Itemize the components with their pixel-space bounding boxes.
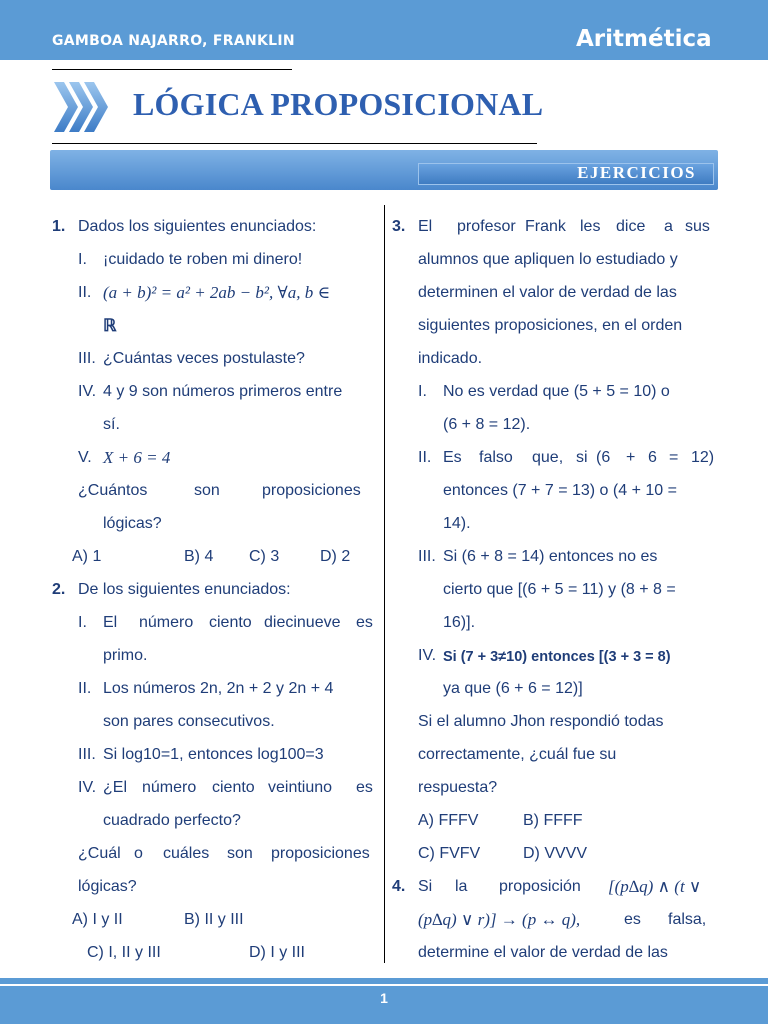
q2-item-2-numeral: II. (78, 680, 92, 697)
q3-item-1-line-2: (6 + 8 = 12). (443, 416, 531, 433)
q2-item-1-word-5: es (356, 614, 373, 631)
q2-stem: De los siguientes enunciados: (78, 581, 291, 598)
q2-item-1-word-2: número (139, 614, 194, 631)
q3-line-1-word-6: a (664, 218, 673, 235)
q1-question-word-1: ¿Cuántos (78, 482, 148, 499)
q1-item-4-line-2: sí. (103, 416, 120, 433)
q1-stem: Dados los siguientes enunciados: (78, 218, 317, 235)
q2-item-1-word-3: ciento (209, 614, 252, 631)
q1-item-2-formula: (a + b)² = a² + 2ab − b², ∀a, b ∈ (103, 283, 331, 302)
q1-question-word-3: proposiciones (262, 482, 361, 499)
q2-item-1-line-2: primo. (103, 647, 148, 664)
q1-item-5-numeral: V. (78, 449, 92, 466)
q2-question-word-3: cuáles (163, 845, 210, 862)
q3-item-2-numeral: II. (418, 449, 432, 466)
q2-item-4-numeral: IV. (78, 779, 97, 796)
q1-option-d: D) 2 (320, 548, 351, 565)
page-title: LÓGICA PROPOSICIONAL (133, 86, 544, 122)
q1-question-line-2: lógicas? (103, 515, 162, 532)
q3-item-2-line-2: entonces (7 + 7 = 13) o (4 + 10 = (443, 482, 677, 499)
q3-item-2-word-2: falso (479, 449, 513, 466)
q2-number: 2. (52, 581, 66, 598)
q3-number: 3. (392, 218, 406, 235)
q1-item-4-line-1: 4 y 9 son números primeros entre (103, 383, 343, 400)
q3-item-4-line-1: Si (7 + 3≠10) entonces [(3 + 3 = 8) (443, 649, 671, 665)
q2-item-1-numeral: I. (78, 614, 87, 631)
q2-item-2-line-2: son pares consecutivos. (103, 713, 275, 730)
author-name: GAMBOA NAJARRO, FRANKLIN (52, 33, 295, 49)
q2-question-word-1: ¿Cuál (78, 845, 121, 862)
q2-item-4-line-2: cuadrado perfecto? (103, 812, 241, 829)
q1-item-1-numeral: I. (78, 251, 87, 268)
q1-option-c: C) 3 (249, 548, 280, 565)
q2-option-d: D) I y III (249, 944, 305, 961)
q1-item-2-numeral: II. (78, 284, 92, 301)
q4-line-2-word-2: falsa, (668, 911, 707, 928)
q2-option-c: C) I, II y III (87, 944, 161, 961)
q3-option-b: B) FFFF (523, 812, 583, 829)
q3-item-3-line-2: cierto que [(6 + 5 = 11) y (8 + 8 = (443, 581, 676, 598)
q4-line-3: determine el valor de verdad de las (418, 944, 668, 961)
q3-item-2-word-4: si (576, 449, 588, 466)
q2-item-1-word-4: diecinueve (264, 614, 341, 631)
q3-item-2-word-6: + (626, 449, 636, 466)
q2-item-4-word-3: ciento (212, 779, 255, 796)
q2-question-line-2: lógicas? (78, 878, 137, 895)
q2-question-word-4: son (227, 845, 253, 862)
q2-item-4-word-1: ¿El (103, 779, 127, 796)
q3-question-line-2: correctamente, ¿cuál fue su (418, 746, 617, 763)
q3-line-2: alumnos que apliquen lo estudiado y (418, 251, 678, 268)
q3-option-d: D) VVVV (523, 845, 588, 862)
title-rule-top (52, 69, 292, 70)
q3-item-2-word-8: = (669, 449, 679, 466)
q3-line-1-word-2: profesor (457, 218, 516, 235)
q4-line-2-word-1: es (624, 911, 641, 928)
q2-item-2-line-1: Los números 2n, 2n + 2 y 2n + 4 (103, 680, 334, 697)
q1-item-4-numeral: IV. (78, 383, 97, 400)
q2-question-word-2: o (134, 845, 143, 862)
page-number: 1 (380, 990, 388, 1006)
q2-question-word-5: proposiciones (271, 845, 370, 862)
section-label: EJERCICIOS (577, 163, 696, 182)
subject-name: Aritmética (576, 26, 712, 52)
q4-line-1-word-1: Si (418, 878, 433, 895)
q3-item-3-numeral: III. (418, 548, 436, 565)
q3-item-2-word-1: Es (443, 449, 462, 466)
q2-item-4-word-2: número (142, 779, 197, 796)
q3-item-3-line-1: Si (6 + 8 = 14) entonces no es (443, 548, 658, 565)
q3-line-1-word-7: sus (685, 218, 710, 235)
column-divider (384, 205, 385, 963)
q2-item-4-word-4: veintiuno (268, 779, 333, 796)
q3-question-line-1: Si el alumno Jhon respondió todas (418, 713, 664, 730)
q3-line-1-word-5: dice (616, 218, 646, 235)
q3-item-2-word-3: que, (532, 449, 564, 466)
q3-line-1-word-4: les (580, 218, 601, 235)
q3-line-4: siguientes proposiciones, en el orden (418, 317, 683, 334)
q3-item-3-line-3: 16)]. (443, 614, 476, 631)
q3-item-1-line-1: No es verdad que (5 + 5 = 10) o (443, 383, 670, 400)
q4-line-2-formula: (p∆q) ∨ r)] → (p ↔ q), (418, 910, 581, 929)
chevrons-icon (54, 78, 110, 136)
q4-line-1-word-3: proposición (499, 878, 581, 895)
q2-item-3: Si log10=1, entonces log100=3 (103, 746, 324, 763)
q4-line-1-formula: [(p∆q) ∧ (t ∨ (608, 877, 702, 896)
q4-number: 4. (392, 878, 406, 895)
q1-question-word-2: son (194, 482, 220, 499)
q1-option-a: A) 1 (72, 548, 102, 565)
q2-item-1-word-1: El (103, 614, 118, 631)
q3-line-3: determinen el valor de verdad de las (418, 284, 677, 301)
q3-line-1-word-1: El (418, 218, 433, 235)
q2-option-a: A) I y II (72, 911, 123, 928)
q1-option-b: B) 4 (184, 548, 214, 565)
q3-question-line-3: respuesta? (418, 779, 498, 796)
q3-item-2-word-9: 12) (691, 449, 715, 466)
q3-option-c: C) FVFV (418, 845, 481, 862)
q1-item-5-formula: X + 6 = 4 (103, 448, 171, 467)
q3-item-4-line-2: ya que (6 + 6 = 12)] (443, 680, 583, 697)
q2-option-b: B) II y III (184, 911, 244, 928)
q3-line-5: indicado. (418, 350, 483, 367)
q1-item-3-numeral: III. (78, 350, 96, 367)
q4-line-1-word-2: la (455, 878, 468, 895)
q3-option-a: A) FFFV (418, 812, 479, 829)
q3-item-2-word-7: 6 (648, 449, 657, 466)
q1-item-3: ¿Cuántas veces postulaste? (103, 350, 305, 367)
q1-item-1: ¡cuidado te roben mi dinero! (103, 251, 303, 268)
q3-line-1-word-3: Frank (525, 218, 566, 235)
title-rule-bottom (52, 143, 537, 144)
q3-item-2-line-3: 14). (443, 515, 471, 532)
q1-item-2-set: ℝ (103, 316, 117, 335)
footer-stripe (0, 978, 768, 984)
q3-item-2-word-5: (6 (596, 449, 611, 466)
q3-item-1-numeral: I. (418, 383, 427, 400)
q2-item-3-numeral: III. (78, 746, 96, 763)
q2-item-4-word-5: es (356, 779, 373, 796)
q1-number: 1. (52, 218, 66, 235)
q3-item-4-numeral: IV. (418, 647, 437, 664)
